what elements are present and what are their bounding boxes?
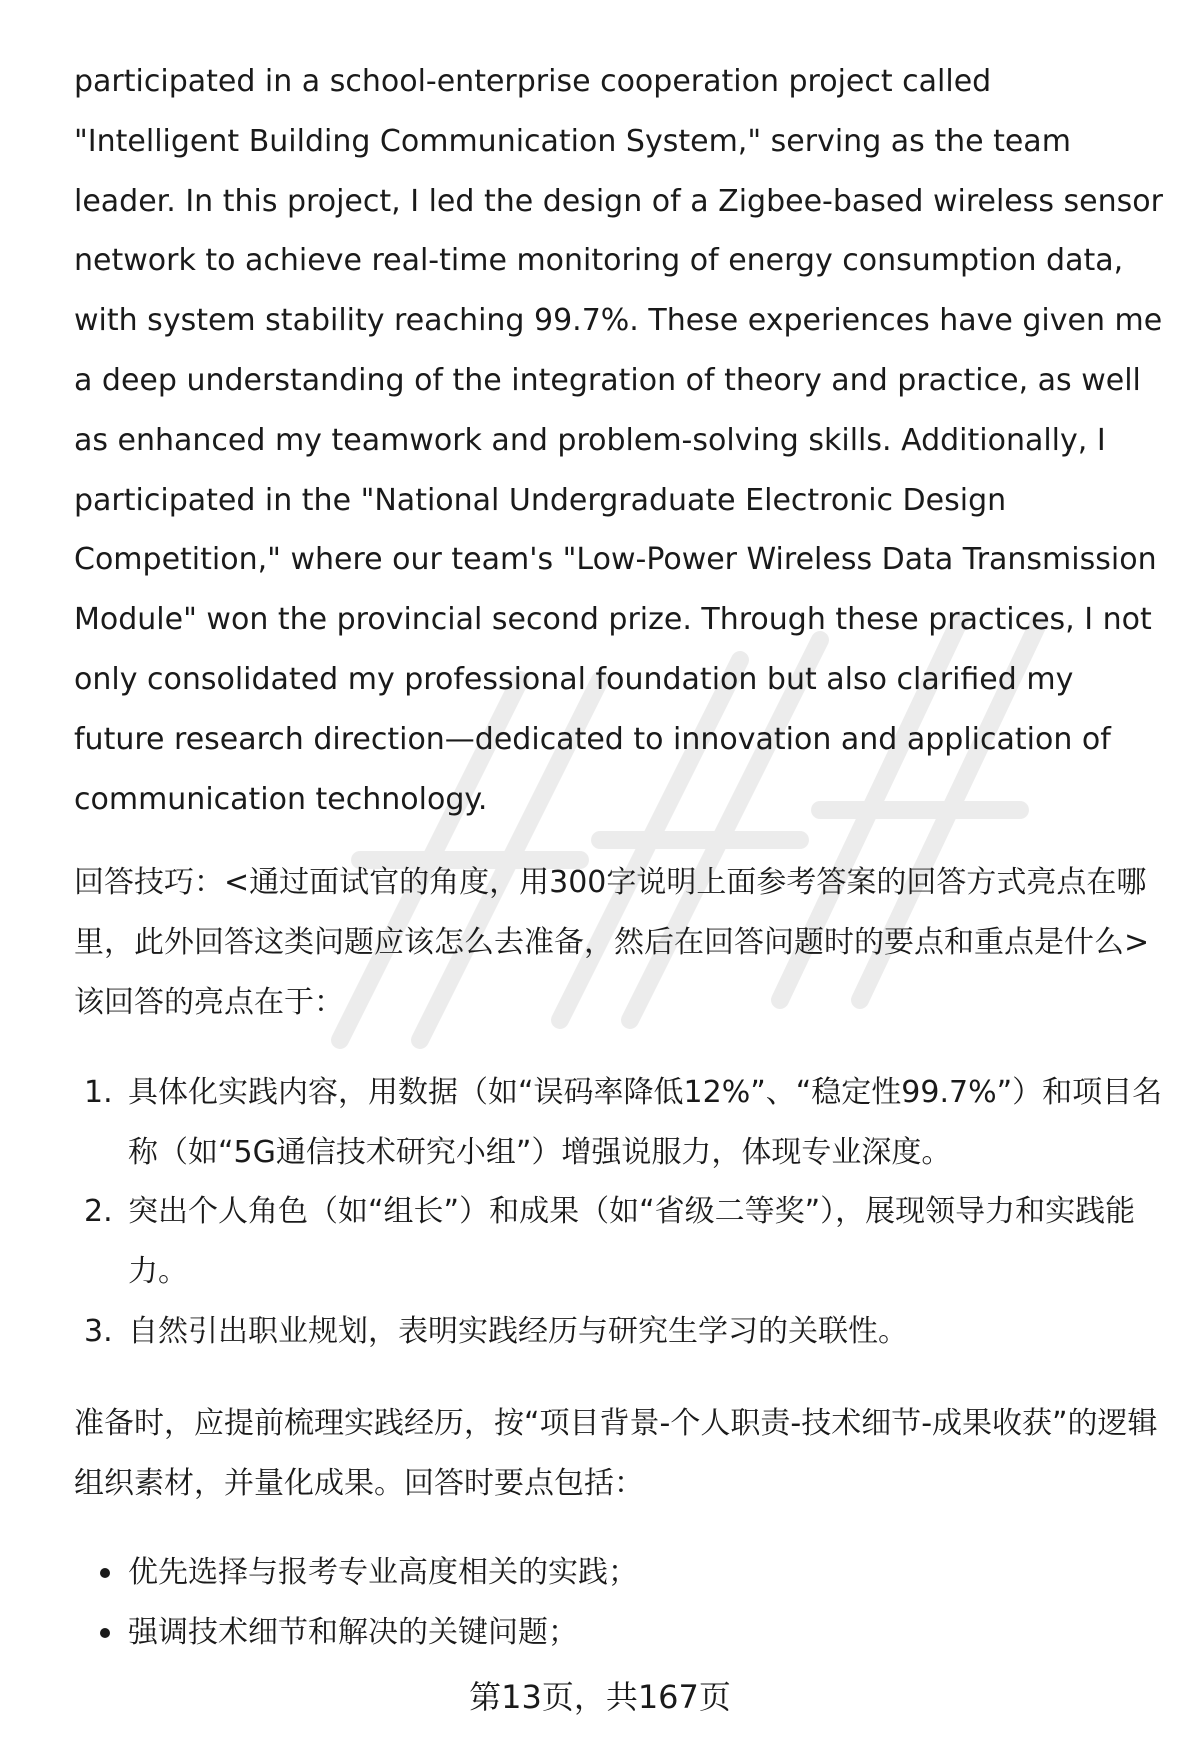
page-number: 第13页，共167页 (469, 1678, 731, 1716)
list-item-text: 优先选择与报考专业高度相关的实践； (128, 1555, 638, 1591)
highlights-list (74, 1063, 1164, 1362)
bullet-icon (100, 1568, 110, 1578)
list-item-text: 强调技术细节和解决的关键问题； (128, 1615, 578, 1651)
list-item (74, 1302, 1164, 1362)
list-item (74, 1543, 1164, 1603)
list-item-text: 突出个人角色（如“组长”）和成果（如“省级二等奖”），展现领导力和实践能力。 (128, 1194, 1136, 1290)
highlights-intro: 该回答的亮点在于： (74, 984, 344, 1020)
list-item-text: 自然引出职业规划，表明实践经历与研究生学习的关联性。 (128, 1313, 908, 1349)
tips-heading: 回答技巧：<通过面试官的角度，用300字说明上面参考答案的回答方式亮点在哪里，此外回答这类问题应该怎么去准备，然后在回答问题时的要点和重点是什么> (74, 865, 1150, 961)
preparation-paragraph: 准备时，应提前梳理实践经历，按“项目背景-个人职责-技术细节-成果收获”的逻辑组织素材，并量化成果。回答时要点包括： (74, 1405, 1158, 1501)
list-item (74, 1063, 1164, 1183)
list-number: 3. (84, 1313, 113, 1349)
main-content (74, 52, 1164, 1663)
list-item (74, 1182, 1164, 1302)
bullet-icon (100, 1628, 110, 1638)
list-item (74, 1603, 1164, 1663)
list-number: 1. (84, 1074, 113, 1110)
list-number: 2. (84, 1194, 113, 1230)
list-item-text: 具体化实践内容，用数据（如“误码率降低12%”、“稳定性99.7%”）和项目名称（如“5G通信技术研究小组”）增强说服力，体现专业深度。 (128, 1074, 1163, 1170)
key-points-list (74, 1543, 1164, 1663)
english-paragraph: participated in a school-enterprise cooperation project called "Intelligent Building Communication System," serving as the team leader. In this project, I led the design of a Zigbee-based wireless sensor network to achieve real-time monitoring of energy consumption data, with system stability reaching 99.7%. These experiences have given me a deep understanding of the integration of theory and practice, as well as enhanced my teamwork and problem-solving skills. Additionally, I participated in the "National Undergraduate Electronic Design Competition," where our team's "Low-Power Wireless Data Transmission Module" won the provincial second prize. Through these practices, I not only consolidated my professional foundation but also clarified my future research direction—dedicated to innovation and application of communication technology. (74, 64, 1163, 817)
